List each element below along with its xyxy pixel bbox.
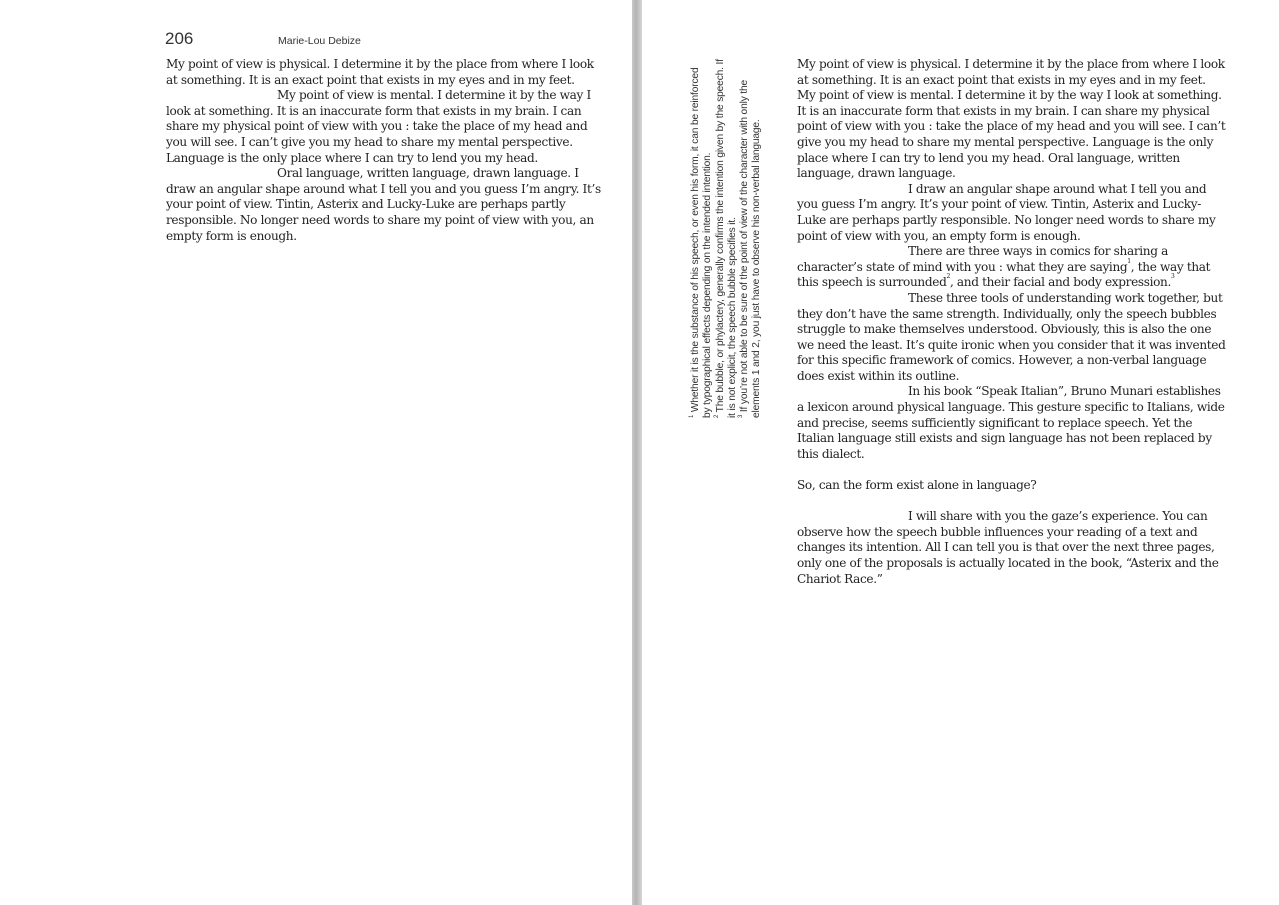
right-paragraph: These three tools of understanding work together, but they don’t have the same strength. Individually, only the speech bubbles struggle to make themselves understood. Obviously, this is also the one we need the least. It’s quite ironic when you consider that it was invented for this specific framework of comics. However, a non-verbal language does exist within its outline. <box>797 290 1226 383</box>
paragraph-gap <box>797 494 1227 510</box>
footnote-mark: 3 <box>738 414 745 418</box>
text-run: , the way that this speech is surrounded <box>797 259 1211 290</box>
left-paragraph: Oral language, written language, drawn language. I draw an angular shape around what I tell you and you guess I’m angry. It’s your point of view. Tintin, Asterix and Lucky-Luke are perhaps partly responsible. No longer need words to share my point of view with you, an empty form is enough. <box>166 166 601 243</box>
footnote <box>739 58 764 418</box>
footnote-ref: 3 <box>1171 273 1175 281</box>
text-run: There are three ways in comics for sharing a character’s state of mind with you : what they are saying <box>797 244 1168 274</box>
paragraph-gap <box>797 462 1227 478</box>
left-body-text <box>166 57 604 244</box>
footnote-ref: 2 <box>946 273 950 281</box>
footnote <box>715 58 740 418</box>
right-paragraph-footnoted <box>797 244 1227 291</box>
text-run: , and their facial and body expression. <box>949 275 1171 290</box>
book-gutter <box>632 0 642 905</box>
footnote-mark: 2 <box>713 414 720 418</box>
page-number: 206 <box>165 29 194 48</box>
footnote-mark: 1 <box>689 414 695 418</box>
footnote <box>690 58 715 418</box>
footnote-text: Whether it is the substance of his speech, or even his form, it can be reinforced by typographical effects depending on the intended intention. <box>690 67 714 418</box>
right-body-text <box>797 57 1227 587</box>
footnote-ref: 1 <box>1127 257 1131 265</box>
right-paragraph: I draw an angular shape around what I tell you and you guess I’m angry. It’s your point of view. Tintin, Asterix and Lucky-Luke are perhaps partly responsible. No longer need words to share my point of view with you, an empty form is enough. <box>797 181 1216 243</box>
right-paragraph: In his book “Speak Italian”, Bruno Munari establishes a lexicon around physical language. This gesture specific to Italians, wide and precise, seems sufficiently significant to replace speech. Yet the Italian language still exists and sign language has not been replaced by this dialect. <box>797 384 1225 461</box>
footnote-text: The bubble, or phylactery, generally confirms the intention given by the speech. If it is not explicit, the speech bubble specifies it. <box>714 59 738 418</box>
running-head-author: Marie-Lou Debize <box>278 35 361 47</box>
left-paragraph: My point of view is physical. I determine it by the place from where I look at something. It is an exact point that exists in my eyes and in my feet. <box>166 57 594 87</box>
left-page <box>0 0 632 905</box>
right-paragraph: My point of view is physical. I determine it by the place from where I look at something. It is an exact point that exists in my eyes and in my feet. My point of view is mental. I determine it by the way I look at something. It is an inaccurate form that exists in my brain. I can share my physical point of view with you : take the place of my head and you will see. I can’t give you my head to share my mental perspective. Language is the only place where I can try to lend you my head. Oral language, written language, drawn language. <box>797 57 1226 181</box>
left-paragraph: My point of view is mental. I determine it by the way I look at something. It is an inaccurate form that exists in my brain. I can share my physical point of view with you : take the place of my head and you will see. I can’t give you my head to share my mental perspective. Language is the only place where I can try to lend you my head. <box>166 88 591 165</box>
question-line: So, can the form exist alone in language? <box>797 478 1037 493</box>
footnote-text: If you’re not able to be sure of the point of view of the character with only the elements 1 and 2, you just have to observe his non-verbal language. <box>739 79 763 418</box>
right-paragraph: I will share with you the gaze’s experience. You can observe how the speech bubble influences your reading of a text and changes its intention. All I can tell you is that over the next three pages, only one of the proposals is actually located in the book, “Asterix and the Chariot Race.” <box>797 509 1219 586</box>
footnotes-rotated <box>690 58 770 418</box>
